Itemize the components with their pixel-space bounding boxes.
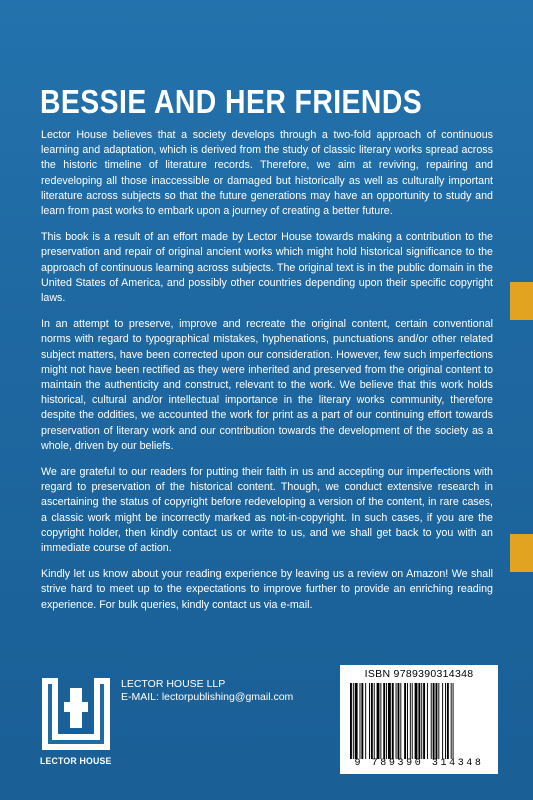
publisher-name: LECTOR HOUSE LLP (121, 678, 226, 690)
book-title: BESSIE AND HER FRIENDS (40, 83, 423, 120)
publisher-info (121, 678, 293, 704)
logo-caption: LECTOR HOUSE (40, 756, 112, 767)
blurb-paragraph-5: Kindly let us know about your reading experience by leaving us a review on Amazon! We shall strive hard to meet up to the expectations to improve further to provide an enriching reading experience. For bulk queries, kindly contact us via e-mail. (41, 568, 493, 611)
isbn-barcode (340, 665, 498, 774)
barcode-digits: 9 789390 314348 (354, 758, 484, 769)
barcode-bars (348, 683, 490, 759)
publisher-email: E-MAIL: lectorpublishing@gmail.com (121, 691, 294, 703)
blurb-paragraph-3: In an attempt to preserve, improve and recreate the original content, certain conventional norms with regard to typographical mistakes, hyphenations, punctuations and/or other related subject matters, have been corrected upon our consideration. However, few such imperfections might not have been rectified as they were inherited and preserved from the original content to maintain the authenticity and construct, relevant to the work. We believe that this work holds historical, cultural and/or intellectual importance in the literary works community, therefore despite the oddities, we accounted the work for print as a part of our continuing effort towards preservation of literary work and our contribution towards the development of the society as a whole, driven by our beliefs. (41, 318, 493, 452)
edge-tab-bottom (510, 534, 533, 572)
edge-tab-top (510, 282, 533, 320)
blurb-text (41, 128, 493, 624)
blurb-paragraph-1: Lector House believes that a society develops through a two-fold approach of continuous learning and adaptation, which is derived from the study of classic literary works spread across the historic timeline of literature records. Therefore, we aim at reviving, repairing and redeveloping all those inaccessible or damaged but historically as well as culturally important literature across subjects so that the future generations may have an opportunity to study and learn from past works to embark upon a journey of creating a better future. (41, 129, 493, 218)
blurb-paragraph-4: We are grateful to our readers for putting their faith in us and accepting our imperfections with regard to preservation of the historical content. Though, we conduct extensive research in ascertaining the status of copyright before redeveloping a version of the content, in rare cases, a classic work might be incorrectly marked as not-in-copyright. In such cases, if you are the copyright holder, then kindly contact us or write to us, and we shall get back to you with an immediate course of action. (41, 466, 493, 555)
blurb-paragraph-2: This book is a result of an effort made by Lector House towards making a contribution to the preservation and repair of original ancient works which might hold historical significance to the approach of continuous learning across subjects. The original text is in the public domain in the United States of America, and possibly other countries depending upon their specific copyright laws. (41, 231, 493, 305)
isbn-label: ISBN 9789390314348 (364, 668, 474, 680)
